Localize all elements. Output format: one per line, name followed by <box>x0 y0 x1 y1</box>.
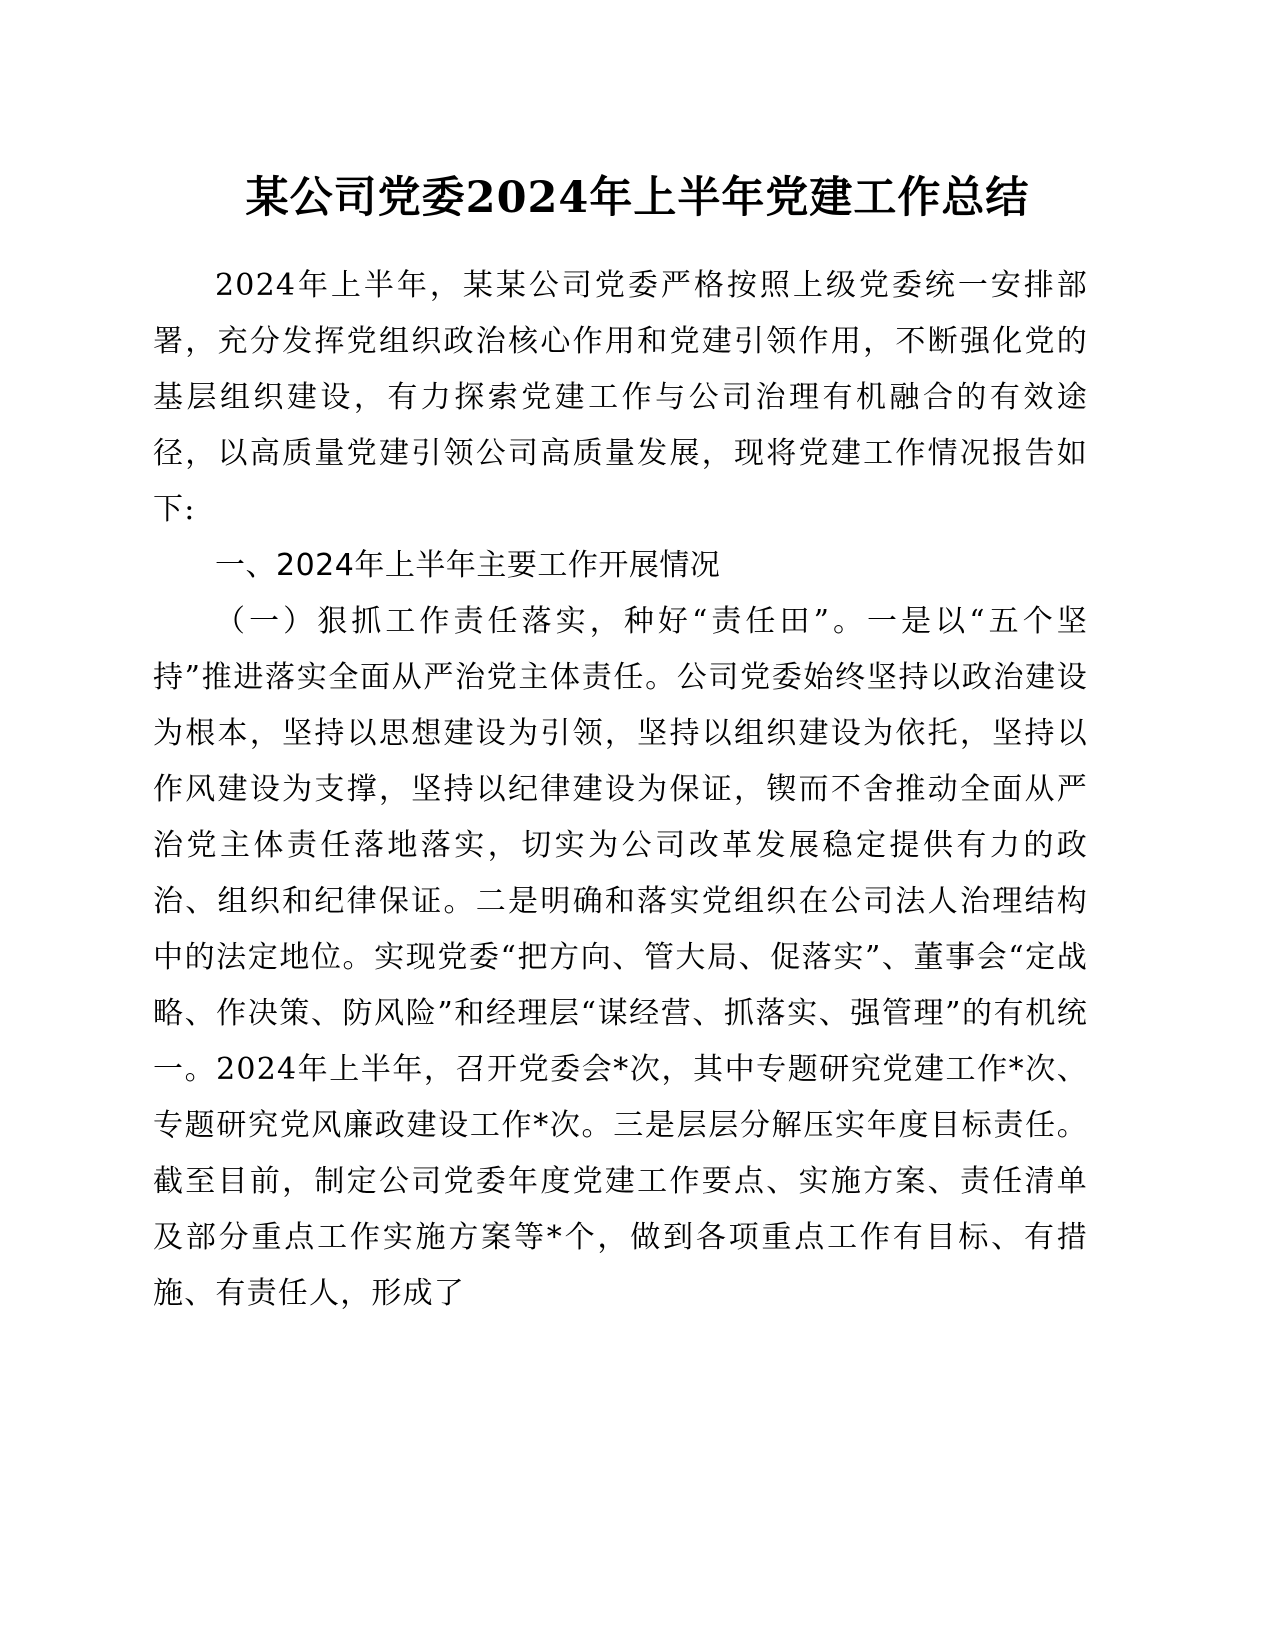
section-heading: 一、2024年上半年主要工作开展情况 <box>215 548 721 583</box>
document-body <box>153 258 1088 1322</box>
intro-paragraph: 2024年上半年，某某公司党委严格按照上级党委统一安排部署，充分发挥党组织政治核心作用和党建引领作用，不断强化党的基层组织建设，有力探索党建工作与公司治理有机融合的有效途径，以高质量党建引领公司高质量发展，现将党建工作情况报告如下: <box>153 268 1088 527</box>
section-paragraph: （一）狠抓工作责任落实，种好“责任田”。一是以“五个坚持”推进落实全面从严治党主体责任。公司党委始终坚持以政治建设为根本，坚持以思想建设为引领，坚持以组织建设为依托，坚持以作风建设为支撑，坚持以纪律建设为保证，锲而不舍推动全面从严治党主体责任落地落实，切实为公司改革发展稳定提供有力的政治、组织和纪律保证。二是明确和落实党组织在公司法人治理结构中的法定地位。实现党委“把方向、管大局、促落实”、董事会“定战略、作决策、防风险”和经理层“谋经营、抓落实、强管理”的有机统一。2024年上半年，召开党委会*次，其中专题研究党建工作*次、专题研究党风廉政建设工作*次。三是层层分解压实年度目标责任。截至目前，制定公司党委年度党建工作要点、实施方案、责任清单及部分重点工作实施方案等*个，做到各项重点工作有目标、有措施、有责任人，形成了 <box>153 604 1088 1311</box>
document-title: 某公司党委2024年上半年党建工作总结 <box>245 173 1030 223</box>
